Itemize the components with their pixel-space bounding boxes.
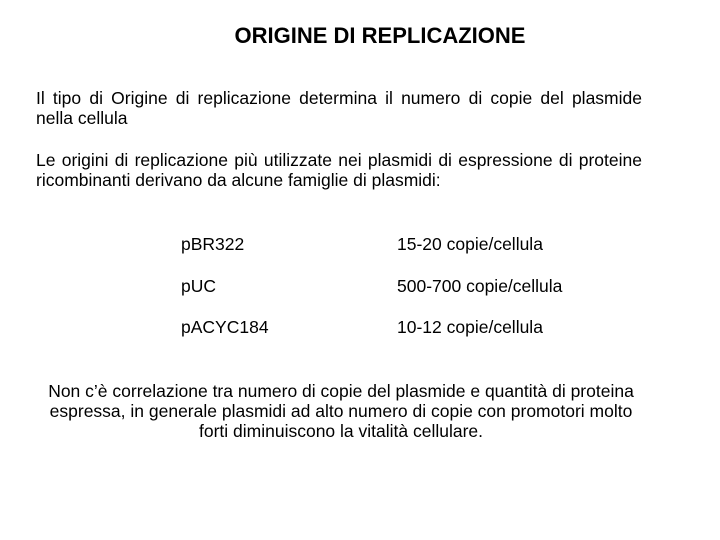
plasmid-copy-number: 500-700 copie/cellula	[397, 276, 563, 296]
slide-title: ORIGINE DI REPLICAZIONE	[234, 23, 526, 48]
plasmid-name: pUC	[181, 276, 217, 296]
paragraph-no-correlation: Non c’è correlazione tra numero di copie del plasmide e quantità di proteina espressa, in generale plasmidi ad alto numero di copie con promotori molto forti diminuiscono la vitalità cellulare.	[48, 381, 634, 441]
paragraph-common-origins: Le origini di replicazione più utilizzate nei plasmidi di espressione di proteine ricombinanti derivano da alcune famiglie di plasmidi:	[36, 150, 642, 190]
plasmid-name: pBR322	[181, 234, 245, 254]
plasmid-name: pACYC184	[181, 317, 269, 337]
plasmid-copy-number: 10-12 copie/cellula	[397, 317, 543, 337]
plasmid-copy-number: 15-20 copie/cellula	[397, 234, 543, 254]
paragraph-origin-determines-copies: Il tipo di Origine di replicazione determina il numero di copie del plasmide nella cellula	[36, 88, 642, 128]
